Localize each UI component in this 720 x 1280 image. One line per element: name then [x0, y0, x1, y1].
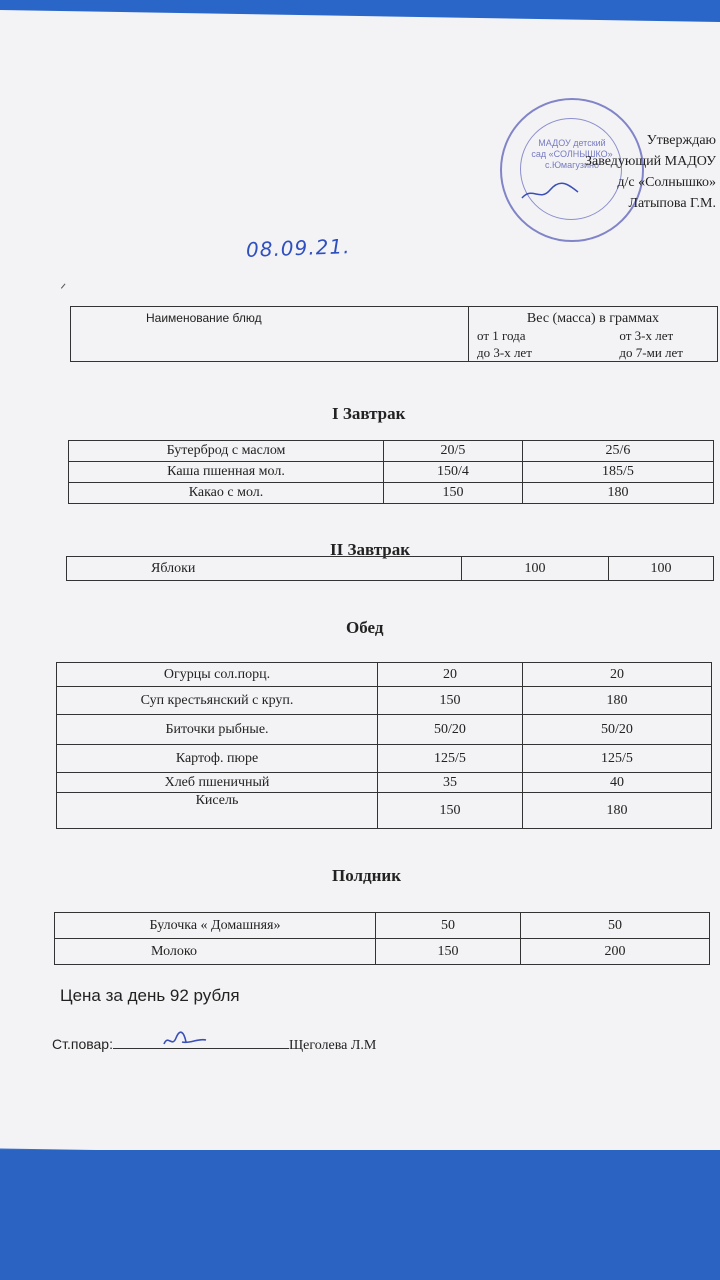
approval-line-3: д/с «Солнышко» [617, 175, 716, 190]
cook-name: Щеголева Л.М [288, 1038, 377, 1053]
lunch-table [56, 662, 712, 829]
weight-older: 50/20 [523, 715, 712, 745]
age-group-2-line-2: до 7-ми лет [619, 345, 683, 360]
background-bottom [0, 1150, 720, 1280]
weight-older: 185/5 [523, 462, 714, 483]
weight-young: 150 [384, 483, 523, 504]
header-weight-title: Вес (масса) в граммах [526, 311, 660, 326]
dish-name: Какао с мол. [69, 483, 384, 504]
weight-young: 150 [376, 939, 521, 965]
age-group-1-line-1: от 1 года [477, 328, 526, 343]
approval-signature-icon [520, 176, 580, 206]
cook-signature-line [52, 1036, 376, 1054]
header-name-column: Наименование блюд [71, 307, 469, 362]
dish-name: Молоко [55, 939, 376, 965]
breakfast-2-table [66, 556, 714, 581]
weight-older: 125/5 [523, 745, 712, 773]
dish-name: Суп крестьянский с круп. [57, 687, 378, 715]
dish-name: Кисель [57, 793, 378, 829]
header-weight-column [469, 307, 718, 362]
age-group-1 [477, 327, 532, 361]
dish-name: Яблоки [67, 557, 462, 581]
weight-older: 200 [521, 939, 710, 965]
cook-label: Ст.повар: [52, 1036, 113, 1052]
weight-older: 180 [523, 793, 712, 829]
cook-signature-icon [160, 1028, 210, 1052]
dish-name: Бутерброд с маслом [69, 441, 384, 462]
weight-young: 150 [378, 793, 523, 829]
weight-young: 20/5 [384, 441, 523, 462]
approval-line-1: Утверждаю [646, 133, 716, 148]
weight-young: 35 [378, 773, 523, 793]
dish-name: Каша пшенная мол. [69, 462, 384, 483]
weight-older: 25/6 [523, 441, 714, 462]
menu-date: 08.09.21. [245, 234, 351, 262]
stamp-text: МАДОУ детский сад «СОЛНЫШКО» с.Юмагузино [531, 138, 613, 170]
weight-young: 20 [378, 663, 523, 687]
age-group-2 [619, 327, 683, 361]
weight-young: 150/4 [384, 462, 523, 483]
weight-young: 150 [378, 687, 523, 715]
daily-price: Цена за день 92 рубля [60, 986, 240, 1005]
menu-header-table [70, 306, 718, 362]
weight-young: 125/5 [378, 745, 523, 773]
approval-line-4: Латыпова Г.М. [628, 196, 716, 211]
approval-line-2: Заведующий МАДОУ [585, 154, 716, 169]
section-title-snack: Полдник [332, 866, 402, 885]
weight-older: 20 [523, 663, 712, 687]
age-group-2-line-1: от 3-х лет [619, 328, 674, 343]
dish-name: Булочка « Домашняя» [55, 913, 376, 939]
weight-older: 40 [523, 773, 712, 793]
dish-name: Огурцы сол.порц. [57, 663, 378, 687]
dish-name: Картоф. пюре [57, 745, 378, 773]
weight-young: 50 [376, 913, 521, 939]
weight-older: 180 [523, 483, 714, 504]
weight-older: 100 [609, 557, 714, 581]
snack-table [54, 912, 710, 965]
breakfast-1-table [68, 440, 714, 504]
dish-name: Хлеб пшеничный [57, 773, 378, 793]
weight-older: 50 [521, 913, 710, 939]
weight-young: 50/20 [378, 715, 523, 745]
section-title-lunch: Обед [346, 618, 384, 637]
section-title-breakfast-1: I Завтрак [332, 404, 406, 423]
section-title-breakfast-2: II Завтрак [330, 540, 411, 559]
header-age-groups [473, 327, 713, 361]
weight-young: 100 [462, 557, 609, 581]
dish-name: Биточки рыбные. [57, 715, 378, 745]
age-group-1-line-2: до 3-х лет [477, 345, 532, 360]
weight-older: 180 [523, 687, 712, 715]
